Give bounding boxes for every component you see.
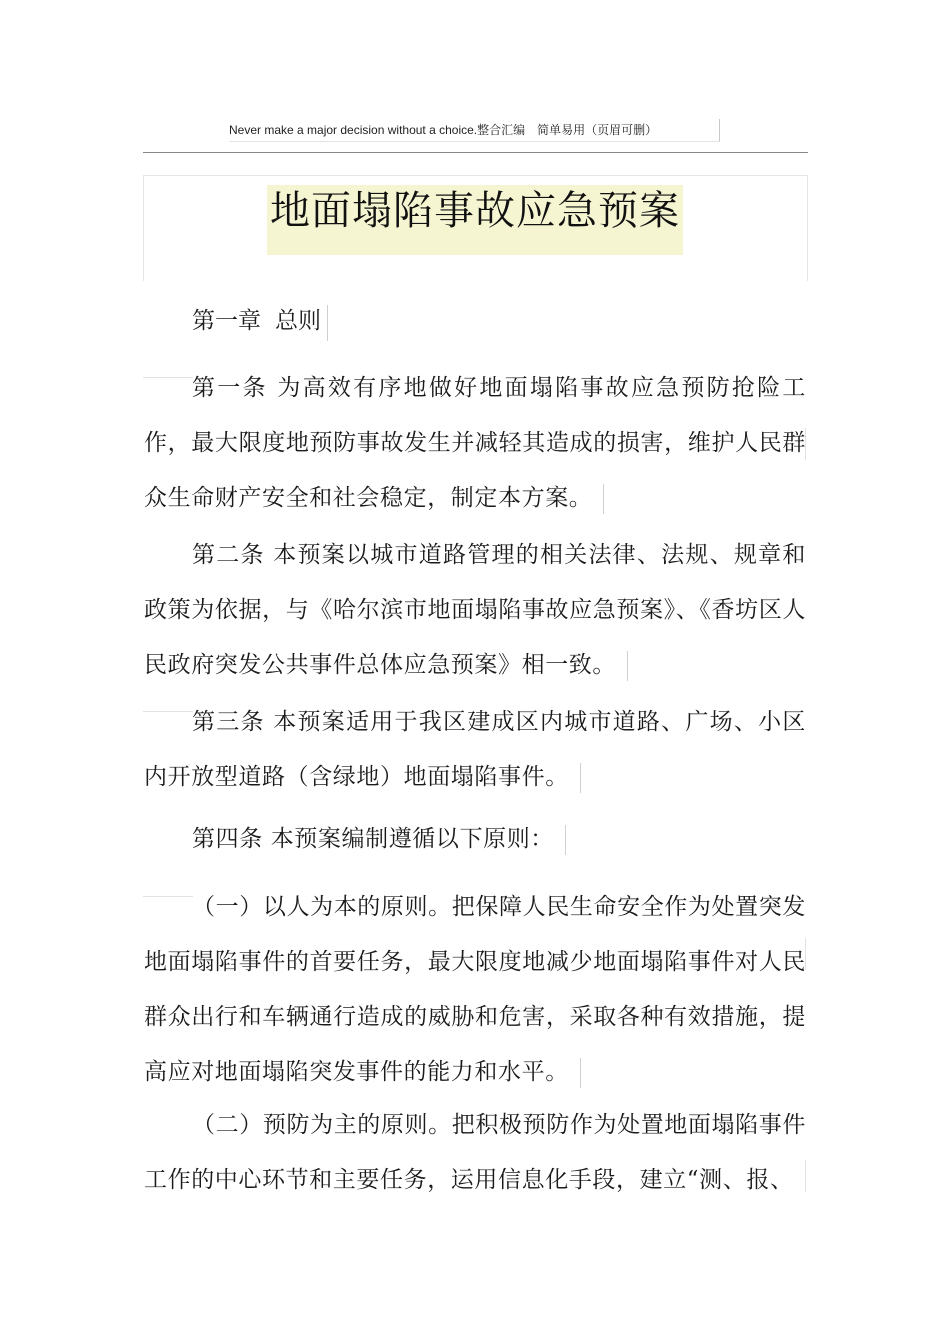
paragraph-text: 第四条 本预案编制遵循以下原则：: [192, 826, 554, 852]
paragraph-text: （二）预防为主的原则。把积极预防作为处置地面塌陷事件工作的中心环节和主要任务，运用信息化手段，建立“测、报、: [144, 1112, 806, 1193]
paragraph-text: 第一条 为高效有序地做好地面塌陷事故应急预防抢险工作，最大限度地预防事故发生并减轻其造成的损害，维护人民群众生命财产安全和社会稳定，制定本方案。: [144, 375, 806, 511]
paragraph-end-marker: [579, 763, 581, 793]
paragraph-end-marker: [564, 825, 566, 855]
chapter-number: 第一章: [192, 308, 261, 334]
paragraph-article-2: [144, 528, 806, 693]
paragraph-text: （一）以人为本的原则。把保障人民生命安全作为处置突发地面塌陷事件的首要任务，最大限度地减少地面塌陷事件对人民群众出行和车辆通行造成的威胁和危害，采取各种有效措施，提高应对地面塌陷突发事件的能力和水平。: [144, 894, 806, 1085]
page-header: Never make a major decision without a choice.整合汇编 简单易用（页眉可删）: [229, 119, 720, 142]
paragraph-principle-2: [144, 1098, 806, 1208]
paragraph-text: 第三条 本预案适用于我区建成区内城市道路、广场、小区内开放型道路（含绿地）地面塌陷事件。: [144, 709, 806, 790]
paragraph-text: 第二条 本预案以城市道路管理的相关法律、法规、规章和政策为依据，与《哈尔滨市地面塌陷事故应急预案》、《香坊区人民政府突发公共事件总体应急预案》相一致。: [144, 542, 806, 678]
margin-guide: [805, 428, 806, 460]
paragraph-end-marker: [626, 651, 628, 681]
margin-guide: [805, 1160, 806, 1192]
paragraph-article-1: [144, 361, 806, 526]
chapter-heading: [192, 305, 328, 341]
chapter-name: 总则: [275, 308, 321, 334]
document-title: 地面塌陷事故应急预案: [267, 185, 683, 255]
paragraph-article-4: [144, 812, 806, 867]
header-divider: [143, 152, 808, 153]
paragraph-end-marker: [579, 1058, 581, 1088]
paragraph-end-marker: [602, 484, 604, 514]
paragraph-article-3: [144, 695, 806, 805]
paragraph-principle-1: [144, 880, 806, 1100]
margin-guide: [805, 938, 806, 970]
